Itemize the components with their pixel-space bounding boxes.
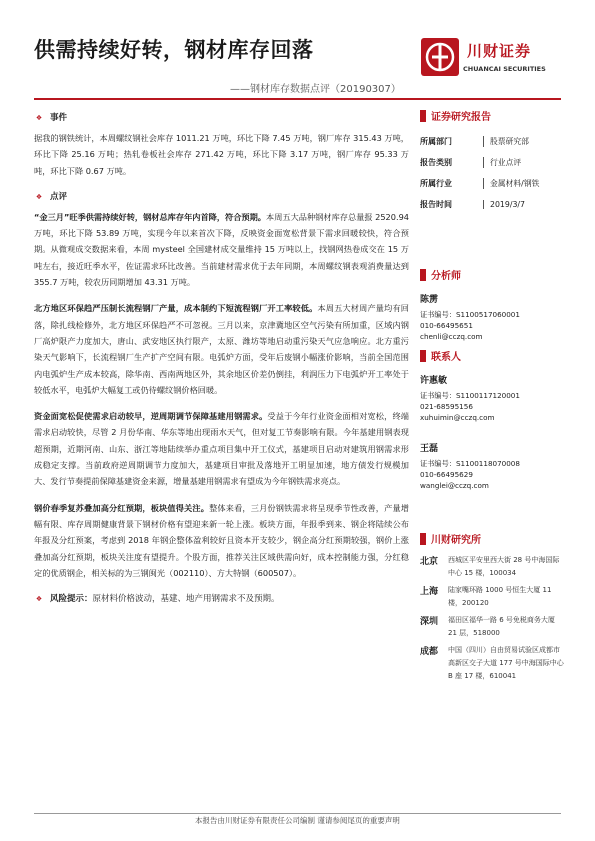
office-beijing [420, 554, 568, 580]
info-value: 行业点评 [483, 157, 521, 168]
report-subtitle: ——钢材库存数据点评（20190307） [230, 84, 401, 95]
section-bar-icon [420, 110, 426, 122]
report-info-heading-text: 证券研究报告 [431, 112, 491, 123]
contact-email[interactable]: wanglei@cczq.com [420, 481, 489, 490]
contact-phone: 021-68595156 [420, 402, 473, 411]
report-title: 供需持续好转，钢材库存回落 [34, 38, 314, 62]
info-value: 股票研究部 [483, 136, 529, 147]
analyst-email[interactable]: chenli@cczq.com [420, 332, 483, 341]
paragraph-4-body: 整体来看，三月份钢铁需求将呈现季节性改善，产量增幅有限、库存周期健康背景下钢材价格有望迎来新一轮上涨。板块方面，年报季到来、钢企将陆续公布年报及分红预案，考虑到 2018 年钢企整体盈利较好且资本开支较少，钢企高分红预期较强，钢价上涨叠加高分红预期，板块关注度有望提升。个股方面，推荐关注区域供需向好，成本控制能力强，分红稳定的优质钢企，相关标的为三钢闽光（002110）、方大特钢（600507）。 [34, 502, 409, 578]
comment-section-heading [34, 189, 409, 205]
contact-phone: 010-66495629 [420, 470, 473, 479]
contact-cert: 证书编号：S1100117120001 [420, 391, 520, 400]
paragraph-2-lead: 北方地区环保趋严压制长流程钢厂产量，成本制约下短流程钢厂开工率较低。 [34, 303, 318, 314]
office-chengdu [420, 644, 568, 683]
diamond-bullet-icon: ❖ [35, 594, 43, 603]
company-name-en: CHUANCAI SECURITIES [463, 65, 546, 73]
analyst-heading [420, 267, 568, 282]
info-key: 所属部门 [420, 137, 452, 146]
office-shanghai [420, 584, 568, 610]
office-address: 中国（四川）自由贸易试验区成都市高新区交子大道 177 号中海国际中心 B 座 17 楼，610041 [448, 646, 564, 680]
event-heading-text: 事件 [50, 112, 68, 123]
analyst-name: 陈雳 [420, 295, 439, 305]
section-bar-icon [420, 350, 426, 362]
office-address: 西城区平安里西大街 28 号中海国际中心 15 楼，100034 [448, 556, 560, 577]
office-shenzhen [420, 614, 568, 640]
risk-heading-text: 风险提示： [50, 593, 93, 604]
contact-block-1 [420, 373, 568, 423]
office-city: 北京 [420, 557, 439, 567]
diamond-bullet-icon: ❖ [35, 192, 43, 201]
section-bar-icon [420, 269, 426, 281]
event-paragraph: 据我的钢铁统计，本周螺纹钢社会库存 1011.21 万吨，环比下降 7.45 万吨，钢厂库存 315.43 万吨，环比下降 25.16 万吨；热轧卷板社会库存 271.42 万吨，环比下降 3.17 万吨，钢厂库存 95.33 万吨，环比下降 0.67 万吨。 [34, 133, 409, 176]
event-section-heading [34, 110, 409, 126]
sidebar [420, 108, 568, 687]
risk-text: 原材料价格波动，基建、地产用钢需求不及预期。 [92, 593, 280, 604]
diamond-bullet-icon: ❖ [35, 113, 43, 122]
info-row-industry [420, 173, 568, 194]
contact-cert: 证书编号：S1100118070008 [420, 459, 520, 468]
office-city: 成都 [420, 647, 439, 657]
contacts-heading-text: 联系人 [431, 352, 461, 363]
paragraph-3 [34, 408, 409, 489]
contacts-heading [420, 348, 568, 363]
info-value: 金属材料/钢铁 [483, 178, 539, 189]
analyst-cert: 证书编号：S1100517060001 [420, 310, 520, 319]
paragraph-4 [34, 500, 409, 581]
paragraph-1-lead: “金三月”旺季供需持续好转，钢材总库存年内首降，符合预期。 [34, 211, 267, 222]
footer-disclaimer: 本报告由川财证券有限责任公司编制 谨请参阅尾页的重要声明 [195, 816, 400, 825]
report-info-heading [420, 108, 568, 123]
paragraph-4-lead: 钢价春季复苏叠加高分红预期，板块值得关注。 [34, 502, 210, 513]
contact-block-2 [420, 441, 568, 491]
paragraph-3-lead: 资金面宽松促使需求启动较早，逆周期调节保障基建用钢需求。 [34, 411, 268, 422]
info-row-date [420, 194, 568, 215]
comment-heading-text: 点评 [50, 191, 68, 202]
paragraph-3-body: 受益于今年行业资金面相对宽松，终端需求启动较快，尽管 2 月份华南、华东等地出现雨水天气，但对复工节奏影响有限。今年基建用钢表现超预期，近期河南、山东、浙江等地陆续举办重点项目集中开工仪式，基建项目启动对建筑用钢需求形成稳定支撑。当前政府逆周期调节力度加大，基建项目审批及落地开工明显加速，地方债发行规模加大、发行节奏提前保障基建资金来源，增量基建用钢需求有望成为今年钢铁需求亮点。 [34, 411, 409, 487]
company-logo [421, 38, 459, 76]
contact-email[interactable]: xuhuimin@cczq.com [420, 413, 495, 422]
info-row-category [420, 152, 568, 173]
logo-mark-icon [421, 38, 459, 76]
institute-heading-text: 川财研究所 [431, 535, 481, 546]
paragraph-2-body: 本周五大材周产量均有回落，除扎线检修外，北方地区环保趋严不可忽视。三月以来，京津冀地区空气污染有所加重，区域内钢厂高炉限产力度加大，唐山、武安地区执行限产，太原、潍坊等地启动重污染天气应急响应。北方重污染天气影响下，长流程钢厂生产扩产空间有限。电弧炉方面，受年后废钢小幅涨价影响，当前全国范围内电弧炉生产成本较高，除华南、西南两地区外，其余地区价差仍倒挂，利润压力下电弧炉开工率处于较低水平，电弧炉大幅复工或仍待螺纹钢价格回暖。 [34, 303, 409, 395]
analyst-heading-text: 分析师 [431, 271, 461, 282]
main-content [34, 108, 409, 611]
info-key: 报告类别 [420, 158, 452, 167]
paragraph-1-body: 本周五大品种钢材库存总量报 2520.94 万吨，环比下降 53.89 万吨，实现今年以来首次下降，反映资金面宽松背景下需求回暖较快，符合预期。从微观成交数据来看，本周 mysteel 全国建材成交量维持 15 万吨以上，找钢网热卷成交在 15 万吨左右，接近旺季水平，佐证需求环比改善。当前建材需求优于去年同期，本周螺纹钢表观消费量达到 355.7 万吨，较农历同期增加 43.31 万吨。 [34, 211, 410, 288]
institute-heading [420, 531, 568, 546]
office-city: 上海 [420, 587, 439, 597]
info-row-department [420, 131, 568, 152]
contact-name: 王磊 [420, 444, 439, 454]
section-bar-icon [420, 533, 426, 545]
info-value: 2019/3/7 [483, 200, 525, 209]
analyst-block [420, 292, 568, 342]
paragraph-2 [34, 300, 409, 398]
info-key: 所属行业 [420, 179, 452, 188]
info-key: 报告时间 [420, 200, 452, 209]
office-address: 陆家嘴环路 1000 号恒生大厦 11 楼，200120 [448, 586, 552, 607]
contact-name: 许惠敏 [420, 376, 448, 386]
risk-section [34, 591, 409, 607]
office-address: 福田区福华一路 6 号免税商务大厦 21 层，518000 [448, 616, 555, 637]
footer-divider [34, 813, 561, 814]
company-name-cn: 川财证券 [467, 42, 532, 60]
analyst-phone: 010-66495651 [420, 321, 473, 330]
office-city: 深圳 [420, 617, 439, 627]
paragraph-1 [34, 209, 409, 290]
header-divider [34, 98, 561, 100]
